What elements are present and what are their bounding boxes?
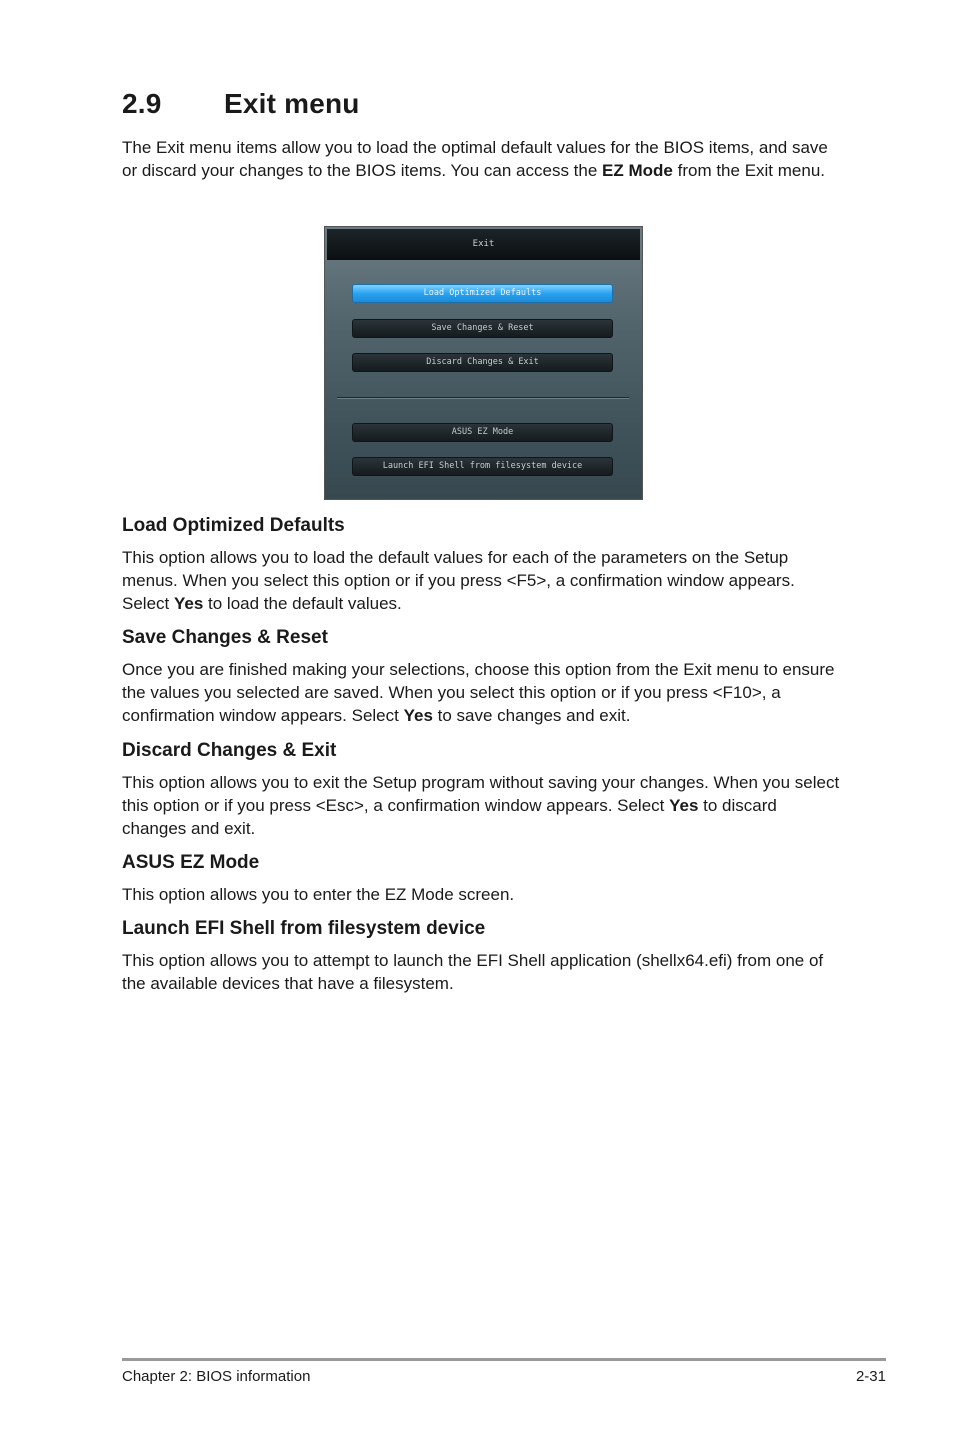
body-text: This option allows you to exit the Setup program without saving your changes. When you select this option or if you press <Esc>, a confirmation window appears. Select — [122, 773, 840, 815]
bios-ez-mode-button[interactable]: ASUS EZ Mode — [352, 423, 613, 442]
bios-save-reset-button[interactable]: Save Changes & Reset — [352, 319, 613, 338]
footer-page-number: 2-31 — [855, 1368, 886, 1385]
bios-exit-screenshot — [324, 226, 643, 500]
heading-save-reset: Save Changes & Reset — [122, 627, 328, 648]
body-text-end: to save changes and exit. — [432, 706, 631, 725]
bios-title-bar: Exit — [327, 229, 640, 260]
body-bold: Yes — [173, 594, 204, 613]
body-save-reset — [122, 658, 842, 727]
footer-chapter: Chapter 2: BIOS information — [122, 1368, 311, 1385]
heading-discard-exit: Discard Changes & Exit — [122, 740, 337, 761]
page-title — [122, 88, 360, 120]
bios-discard-exit-button[interactable]: Discard Changes & Exit — [352, 353, 613, 372]
intro-text: The Exit menu items allow you to load the optimal default values for the BIOS items, and save or discard your changes to the BIOS items. You can access the — [122, 138, 828, 180]
intro-text-end: from the Exit menu. — [672, 161, 826, 180]
body-text: Once you are finished making your selections, choose this option from the Exit menu to ensure the values you selected are saved. When you select this option or if you press <F10>, a confirmation window appears. Select — [122, 660, 835, 725]
body-text-end: to discard changes and exit. — [122, 796, 777, 838]
section-number: 2.9 — [122, 88, 162, 119]
body-discard-exit — [122, 771, 842, 840]
intro-bold: EZ Mode — [602, 161, 673, 180]
bios-load-defaults-button[interactable]: Load Optimized Defaults — [352, 284, 613, 303]
section-title: Exit menu — [224, 88, 360, 119]
body-bold: Yes — [669, 796, 699, 815]
body-text-end: to load the default values. — [203, 594, 402, 613]
body-load-defaults — [122, 546, 842, 615]
body-text: This option allows you to load the default values for each of the parameters on the Setup menus. When you select this option or if you press <F5>, a confirmation window appears. Select — [122, 548, 795, 613]
footer-rule — [122, 1358, 886, 1361]
heading-load-defaults: Load Optimized Defaults — [122, 515, 345, 536]
bios-efi-shell-button[interactable]: Launch EFI Shell from filesystem device — [352, 457, 613, 476]
bios-divider — [337, 397, 629, 398]
intro-paragraph — [122, 136, 842, 182]
heading-efi-shell: Launch EFI Shell from filesystem device — [122, 918, 486, 939]
body-ez-mode: This option allows you to enter the EZ Mode screen. — [122, 885, 515, 904]
heading-ez-mode: ASUS EZ Mode — [122, 852, 260, 873]
body-bold: Yes — [403, 706, 433, 725]
body-efi-shell: This option allows you to attempt to launch the EFI Shell application (shellx64.efi) from one of the available devices that have a filesystem. — [122, 951, 824, 993]
